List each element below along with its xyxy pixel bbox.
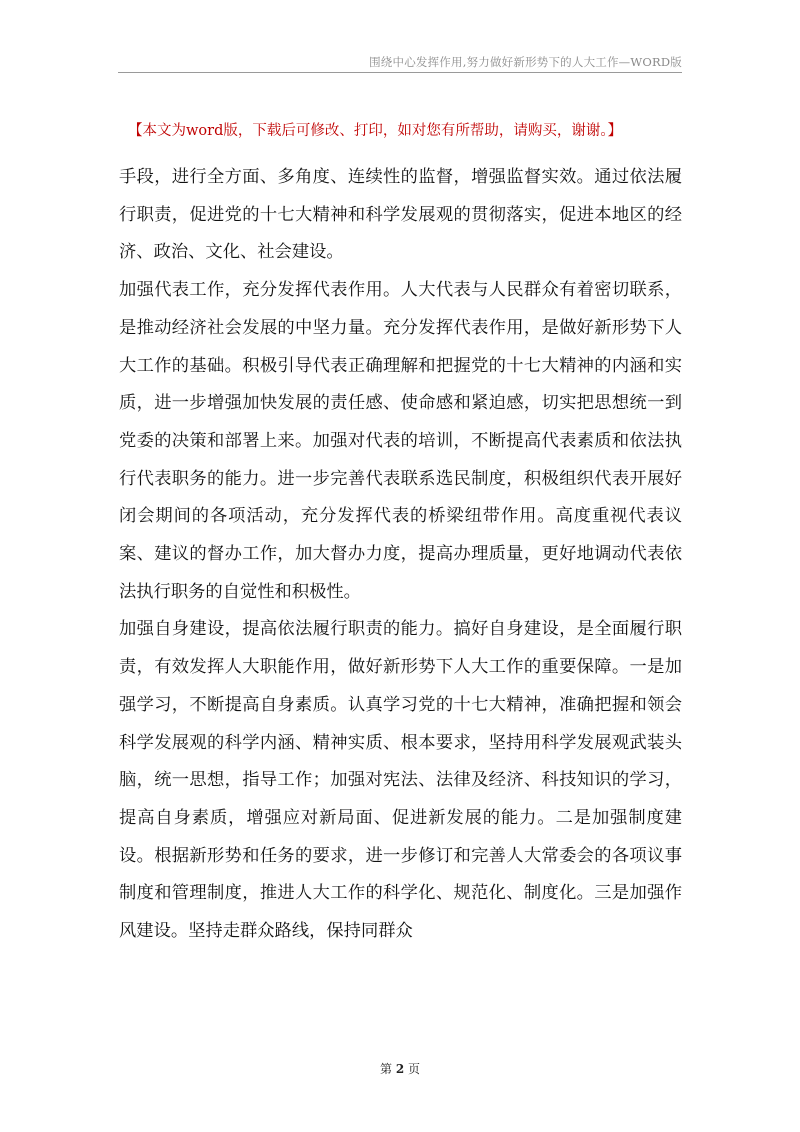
page-number: 2: [395, 1062, 405, 1076]
running-header: 围绕中心发挥作用,努力做好新形势下的人大工作—WORD版: [369, 55, 682, 69]
page-footer: [0, 1060, 800, 1077]
document-body: [119, 159, 682, 951]
download-notice: 【本文为word版，下载后可修改、打印，如对您有所帮助，请购买，谢谢。】: [128, 123, 623, 139]
page-label-suffix: 页: [408, 1062, 421, 1076]
header-divider: [118, 72, 682, 73]
page-label-prefix: 第: [379, 1062, 392, 1076]
paragraph: 加强自身建设，提高依法履行职责的能力。搞好自身建设，是全面履行职责，有效发挥人大职能作用，做好新形势下人大工作的重要保障。一是加强学习，不断提高自身素质。认真学习党的十七大精神，准确把握和领会科学发展观的科学内涵、精神实质、根本要求，坚持用科学发展观武装头脑，统一思想，指导工作；加强对宪法、法律及经济、科技知识的学习，提高自身素质，增强应对新局面、促进新发展的能力。二是加强制度建设。根据新形势和任务的要求，进一步修订和完善人大常委会的各项议事制度和管理制度，推进人大工作的科学化、规范化、制度化。三是加强作风建设。坚持走群众路线，保持同群众: [119, 619, 682, 942]
paragraph: 加强代表工作，充分发挥代表作用。人大代表与人民群众有着密切联系，是推动经济社会发展的中坚力量。充分发挥代表作用，是做好新形势下人大工作的基础。积极引导代表正确理解和把握党的十七大精神的内涵和实质，进一步增强加快发展的责任感、使命感和紧迫感，切实把思想统一到党委的决策和部署上来。加强对代表的培训，不断提高代表素质和依法执行代表职务的能力。进一步完善代表联系选民制度，积极组织代表开展好闭会期间的各项活动，充分发挥代表的桥梁纽带作用。高度重视代表议案、建议的督办工作，加大督办力度，提高办理质量，更好地调动代表依法执行职务的自觉性和积极性。: [119, 280, 682, 602]
paragraph: 手段，进行全方面、多角度、连续性的监督，增强监督实效。通过依法履行职责，促进党的十七大精神和科学发展观的贯彻落实，促进本地区的经济、政治、文化、社会建设。: [119, 167, 682, 263]
